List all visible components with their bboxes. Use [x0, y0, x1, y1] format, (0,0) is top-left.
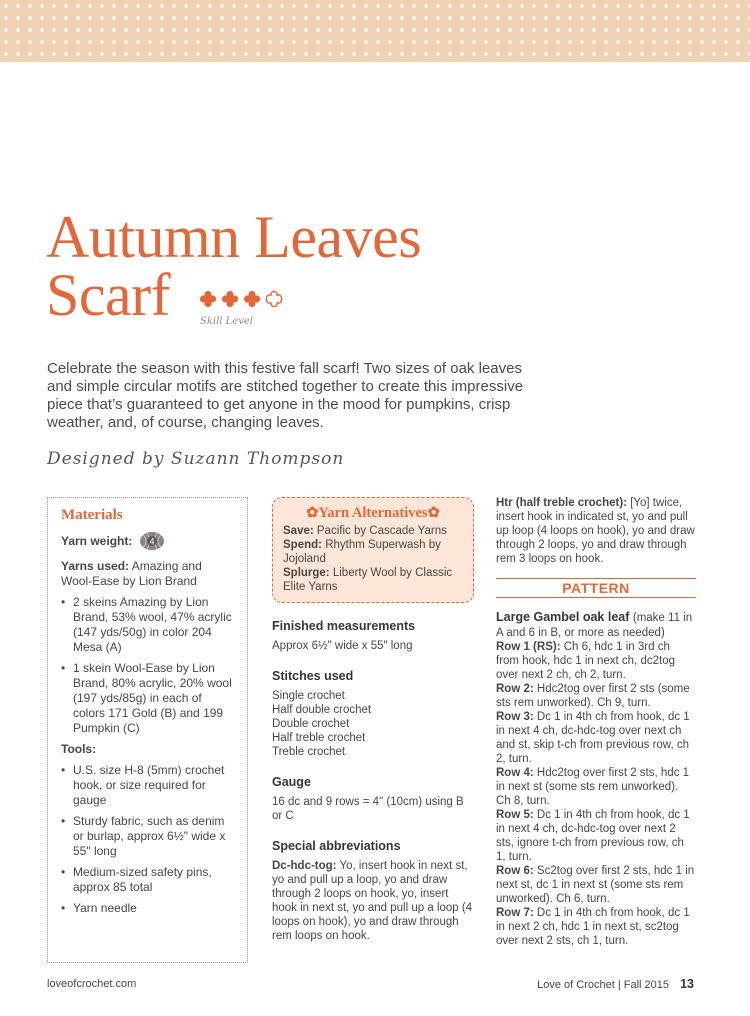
footer-publication: [537, 977, 694, 991]
yarns-used-label: Yarns used:: [61, 559, 130, 573]
pattern-row: Row 4: Hdc2tog over first 2 sts, hdc 1 in next st (some sts rem unworked). Ch 8, turn.: [496, 767, 690, 807]
pattern-row: Row 1 (RS): Ch 6, hdc 1 in 3rd ch from hook, hdc 1 in next ch, dc2tog over next 2 ch, ch 2, turn.: [496, 641, 675, 681]
finished-measurements-heading: Finished measurements: [272, 619, 416, 633]
yarns-used: [61, 559, 235, 589]
pattern-heading: PATTERN: [496, 578, 696, 598]
pattern-row: Row 2: Hdc2tog over first 2 sts (some sts rem unworked). Ch 9, turn.: [496, 683, 690, 709]
alternative-spend: Spend: Rhythm Superwash by Jojoland: [283, 539, 441, 565]
yarn-alternatives-box: [272, 497, 474, 603]
alternative-save: Save: Pacific by Cascade Yarns: [283, 525, 447, 537]
gauge-heading: Gauge: [272, 775, 311, 789]
finished-measurements-text: Approx 6½" wide x 55" long: [272, 640, 413, 652]
yarn-list: [61, 595, 235, 736]
stitches-heading: Stitches used: [272, 669, 354, 683]
footer-website: loveofcrochet.com: [47, 978, 137, 990]
pattern-row: Row 7: Dc 1 in 4th ch from hook, dc 1 in next 2 ch, hdc 1 in next st, sc2tog over next 2 sts, ch 1, turn.: [496, 907, 690, 947]
materials-box: [47, 497, 248, 963]
skill-level-label: Skill Level: [200, 316, 254, 327]
right-column: [496, 496, 696, 948]
pattern-row: Row 6: Sc2tog over first 2 sts, hdc 1 in next st, dc 1 in next st (some sts rem unworked). Ch 6, turn.: [496, 865, 695, 905]
abbreviations-section: [272, 839, 474, 943]
list-item: • Medium-sized safety pins, approx 85 total: [61, 865, 235, 895]
abbreviation-dc-hdc-tog: Dc-hdc-tog: Yo, insert hook in next st, yo and pull up a loop, yo and draw through 2 loops on hook, yo, insert hook in next st, yo and pull up a loop (4 loops on hook), yo and draw through rem loops on hook.: [272, 860, 473, 942]
list-item: • 1 skein Wool-Ease by Lion Brand, 80% acrylic, 20% wool (197 yds/85g) in each of colors 171 Gold (B) and 199 Pumpkin (C): [61, 661, 235, 736]
skill-flower-outline-icon: [265, 290, 283, 308]
skill-flower-filled-icon: [199, 290, 217, 308]
leaf-heading: Large Gambel oak leaf (make 11 in A and 6 in B, or more as needed): [496, 610, 693, 639]
footer-issue: Fall 2015: [623, 979, 670, 991]
yarn-weight-icon: [138, 531, 166, 551]
list-item: • 2 skeins Amazing by Lion Brand, 53% wool, 47% acrylic (147 yds/50g) in color 204 Mesa (A): [61, 595, 235, 655]
stitches-section: [272, 669, 474, 759]
footer-magazine: Love of Crochet: [537, 979, 615, 991]
materials-heading: Materials: [61, 507, 123, 523]
top-dotted-band: [0, 0, 750, 62]
yarn-weight-label: Yarn weight:: [61, 533, 133, 548]
list-item: Treble crochet: [272, 746, 346, 758]
skill-flower-filled-icon: [221, 290, 239, 308]
gauge-text: 16 dc and 9 rows = 4" (10cm) using B or C: [272, 796, 464, 822]
list-item: Single crochet: [272, 690, 345, 702]
list-item: • Yarn needle: [61, 901, 235, 916]
finished-measurements-section: [272, 619, 474, 653]
tools-label: Tools:: [61, 742, 97, 756]
middle-column: [272, 497, 474, 959]
title-line-2: Scarf: [46, 262, 171, 328]
title-line-1: Autumn Leaves: [46, 204, 422, 270]
flower-bullet-icon: ✿: [306, 505, 319, 521]
yarns-used-text: Amazing and Wool-Ease by Lion Brand: [61, 559, 202, 588]
skill-level-rating: [199, 290, 283, 308]
list-item: Half treble crochet: [272, 732, 366, 744]
list-item: Double crochet: [272, 718, 350, 730]
flower-bullet-icon: ✿: [427, 505, 440, 521]
abbreviations-heading: Special abbreviations: [272, 839, 401, 853]
list-item: • U.S. size H-8 (5mm) crochet hook, or size required for gauge: [61, 763, 235, 808]
yarn-weight-value: 4: [149, 536, 155, 547]
tools-list: [61, 763, 235, 916]
gauge-section: [272, 775, 474, 823]
skill-flower-filled-icon: [243, 290, 261, 308]
pattern-row: Row 3: Dc 1 in 4th ch from hook, dc 1 in next 4 ch, dc-hdc-tog over next ch and st, skip t-ch from previous row, ch 2, turn.: [496, 711, 690, 765]
page-number: 13: [680, 977, 694, 991]
list-item: • Sturdy fabric, such as denim or burlap, approx 6½" wide x 55" long: [61, 814, 235, 859]
abbreviation-htr: Htr (half treble crochet): [Yo] twice, insert hook in indicated st, yo and pull up loop (4 loops on hook), yo and draw through 2 loops, yo and draw through rem 3 loops on hook.: [496, 497, 695, 565]
footer-separator: |: [617, 979, 621, 991]
alternative-splurge: Splurge: Liberty Wool by Classic Elite Yarns: [283, 567, 453, 593]
designer-credit: Designed by Suzann Thompson: [47, 449, 345, 469]
yarn-alternatives-heading: ✿Yarn Alternatives✿: [306, 505, 440, 521]
list-item: Half double crochet: [272, 704, 372, 716]
yarn-weight-row: [61, 531, 235, 551]
pattern-row: Row 5: Dc 1 in 4th ch from hook, dc 1 in next 4 ch, dc-hdc-tog over next 2 sts, ignore t-ch from previous row, ch 1, turn.: [496, 809, 690, 863]
intro-paragraph: Celebrate the season with this festive fall scarf! Two sizes of oak leaves and simple circular motifs are stitched together to create this impressive piece that’s guaranteed to get anyone in the mood for pumpkins, crisp weather, and, of course, changing leaves.: [47, 360, 524, 431]
